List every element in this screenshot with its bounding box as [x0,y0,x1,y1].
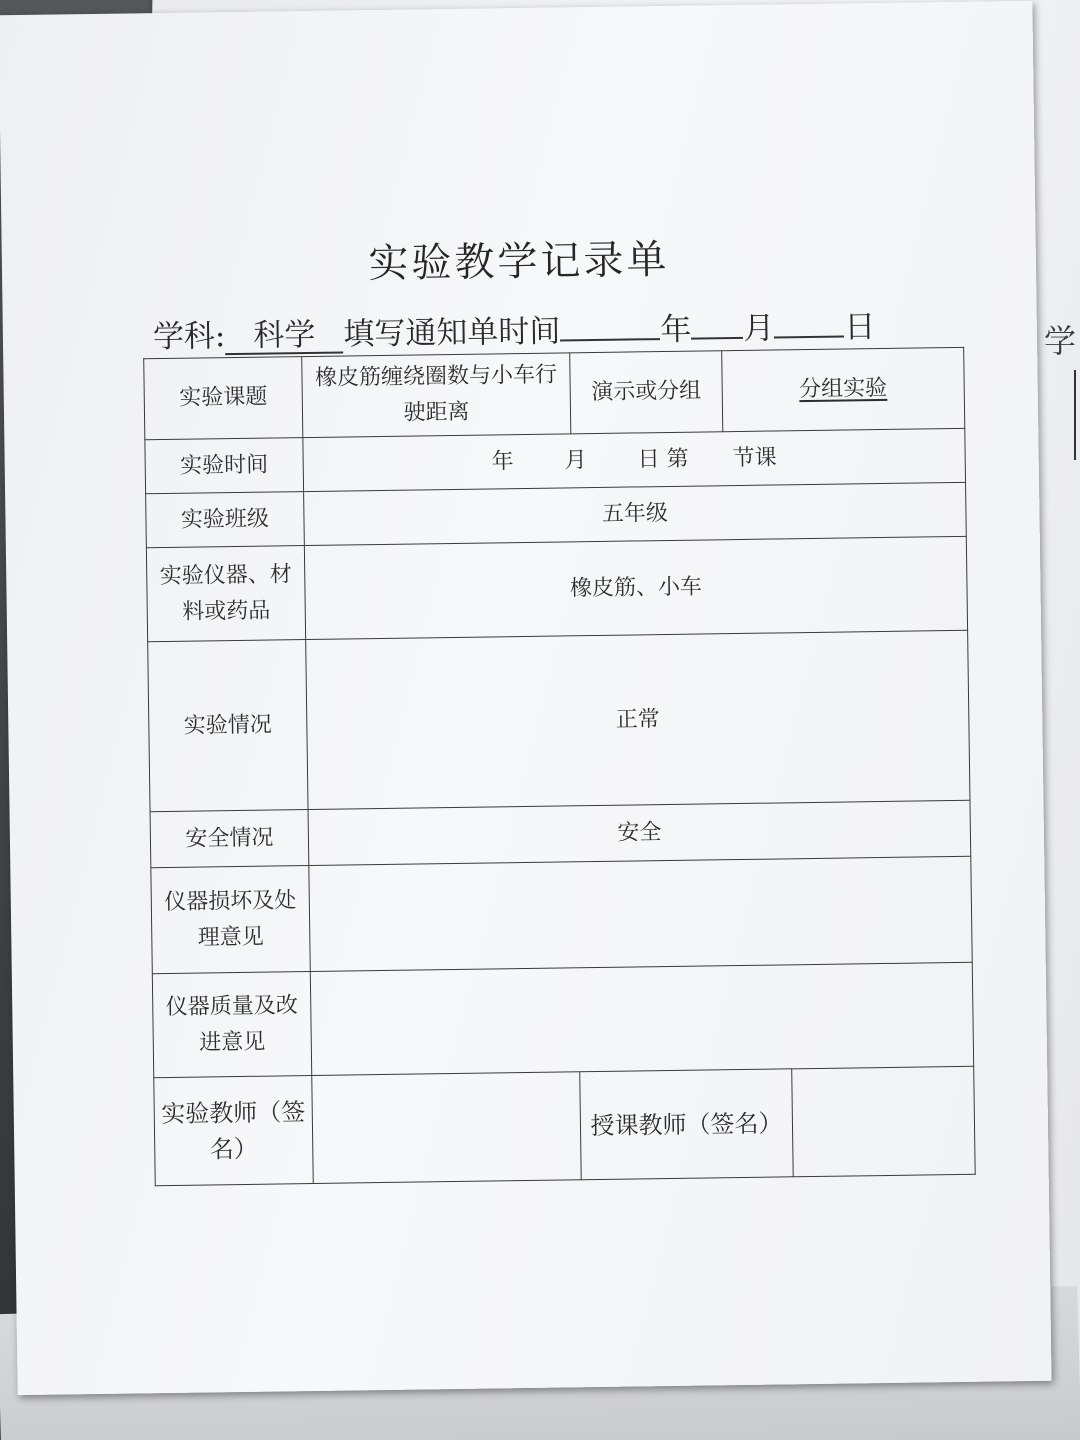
experiment-teacher-label: 实验教师（签名） [154,1076,313,1186]
damage-label: 仪器损坏及处理意见 [151,866,310,974]
background-sheet-line [1074,370,1076,460]
safety-value: 安全 [308,800,971,865]
lecture-teacher-signature [792,1066,976,1177]
notice-month-blank [691,337,743,340]
class-value: 五年级 [304,482,967,545]
notice-day-blank [774,336,844,339]
month-label: 月 [743,310,775,347]
table-row [144,347,965,439]
subject-label: 学科: [152,318,226,356]
mode-label: 演示或分组 [570,351,723,434]
header-info-line [153,301,876,356]
status-value: 正常 [306,630,970,809]
time-label: 实验时间 [145,438,304,494]
class-label: 实验班级 [146,492,305,548]
notice-year-blank [560,338,660,341]
year-label: 年 [660,311,692,349]
record-sheet [0,1,1052,1395]
notice-time-label: 填写通知单时间 [343,313,561,353]
equipment-value: 橡皮筋、小车 [304,536,967,639]
subject-value: 科学 [225,318,343,356]
background-sheet-text: 学 [1044,322,1077,360]
document-title: 实验教学记录单 [368,236,670,288]
table-row [146,536,967,641]
table-row [152,962,973,1077]
table-row [151,856,972,973]
experiment-teacher-signature [312,1072,581,1184]
quality-value [310,962,973,1075]
damage-value [309,856,972,971]
record-table [143,347,975,1186]
lecture-teacher-label: 授课教师（签名） [580,1069,793,1180]
topic-value: 橡皮筋缠绕圈数与小车行驶距离 [302,353,571,438]
day-label: 日 [844,309,876,346]
table-row [148,630,970,811]
safety-label: 安全情况 [150,810,309,868]
status-label: 实验情况 [148,640,308,812]
quality-label: 仪器质量及改进意见 [152,972,311,1078]
mode-value [722,347,965,431]
mode-value-text: 分组实验 [799,375,888,403]
topic-label: 实验课题 [144,357,303,440]
equipment-label: 实验仪器、材料或药品 [146,546,305,642]
time-value: 年 月 日 第 节课 [303,428,966,491]
table-row [154,1066,975,1185]
